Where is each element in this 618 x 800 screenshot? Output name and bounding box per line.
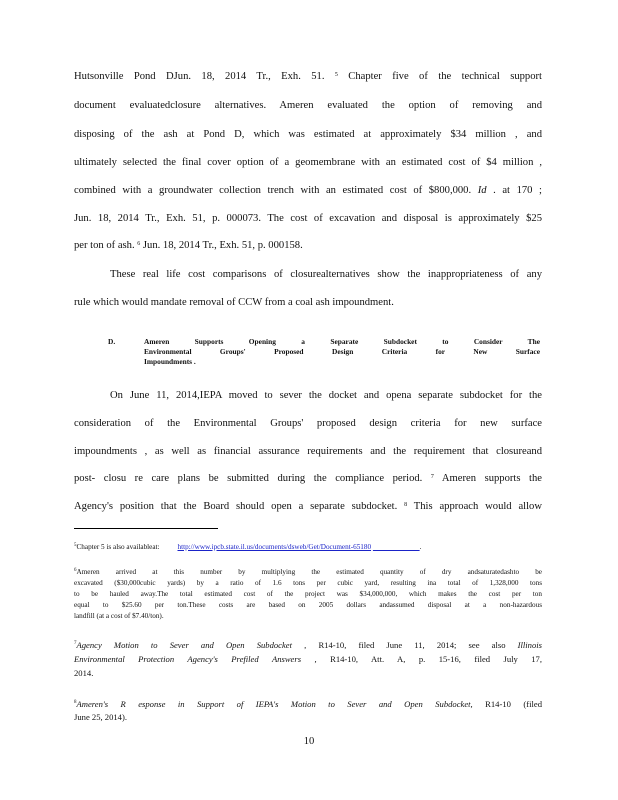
footnote-ref: 7 — [430, 474, 434, 480]
body-line: impoundments , as well as financial assurance requirements and the requirement that closureand — [74, 446, 542, 457]
body-line: rule which would mandate removal of CCW from a coal ash impoundment. — [74, 297, 394, 308]
body-line: On June 11, 2014,IEPA moved to sever the docket and opena separate subdocket for the — [110, 390, 542, 401]
heading-line: Environmental Groups' Proposed Design Criteria for New Surface — [144, 347, 540, 356]
footnote-line: equal to $25.60 per ton.These costs are based on 2005 dollars andassumed disposal at a non-hazardous — [74, 601, 542, 609]
body-line: Jun. 18, 2014 Tr., Exh. 51, p. 000073. The cost of excavation and disposal is approximately $25 — [74, 213, 542, 224]
footnote-ref: 5 — [334, 72, 338, 78]
document-link[interactable]: http://www.ipcb.state.il.us/documents/dsweb/Get/Document-65180 — [177, 543, 372, 551]
footnote-ref: 6 — [137, 241, 141, 247]
footnote-line: Environmental Protection Agency's Prefiled Answers , R14-10, Att. A, p. 15-16, filed July 17, — [74, 654, 542, 664]
footnote-separator — [74, 528, 218, 529]
body-line: document evaluatedclosure alternatives. Ameren evaluated the option of removing and — [74, 100, 542, 111]
body-line: ultimately selected the final cover option of a geomembrane with an estimated cost of $4 million , — [74, 157, 542, 168]
body-line: disposing of the ash at Pond D, which was estimated at approximately $34 million , and — [74, 129, 542, 140]
id-citation: Id — [477, 185, 487, 196]
footnote-line: to be hauled away.The total estimated cost of the project was $34,000,000, which makes the cost per ton — [74, 590, 542, 598]
footnote-8: $^8$Ameren's R esponse in Support of IEPA's Motion to Sever and Open Subdocket, R14-10 (filed — [74, 699, 542, 709]
body-line: post- closu re care plans be submitted during the compliance period. $^7$ Ameren supports the — [74, 473, 542, 484]
body-line: per ton of ash. $^6$ Jun. 18, 2014 Tr., Exh. 51, p. 000158. — [74, 240, 303, 251]
body-line: Agency's position that the Board should open a separate subdocket. $^8$ This approach would allow — [74, 501, 542, 512]
footnote-line: 2014. — [74, 668, 94, 678]
footnote-5: $^5$Chapter 5 is also availableat: http://www.ipcb.state.il.us/documents/dsweb/Get/Document-65180 . — [74, 543, 422, 551]
footnote-7: $^7$Agency Motion to Sever and Open Subdocket , R14-10, filed June 11, 2014; see also Illinois — [74, 640, 542, 650]
footnote-ref: 8 — [404, 502, 408, 508]
footnote-line: June 25, 2014). — [74, 712, 127, 722]
body-line: consideration of the Environmental Groups' proposed design criteria for new surface — [74, 418, 542, 429]
heading-letter: D. — [108, 337, 116, 346]
footnote-line: landfill (at a cost of $7.40/ton). — [74, 612, 164, 620]
heading-line: Ameren Supports Opening a Separate Subdocket to Consider The — [144, 337, 540, 346]
body-line: combined with a groundwater collection trench with an estimated cost of $800,000. Id . at 170 ; — [74, 185, 542, 196]
page-number: 10 — [303, 736, 315, 747]
body-line: These real life cost comparisons of closurealternatives show the inappropriateness of any — [110, 269, 542, 280]
body-line: Hutsonville Pond DJun. 18, 2014 Tr., Exh. 51. $^5$ Chapter five of the technical support — [74, 71, 542, 82]
heading-line: Impoundments . — [144, 357, 196, 366]
footnote-line: excavated ($30,000cubic yards) by a ratio of 1.6 tons per cubic yard, resulting ina total of 1,328,000 tons — [74, 579, 542, 587]
footnote-6: $^6$Ameren arrived at this number by multiplying the estimated quantity of dry andsaturatedashto be — [74, 568, 542, 576]
